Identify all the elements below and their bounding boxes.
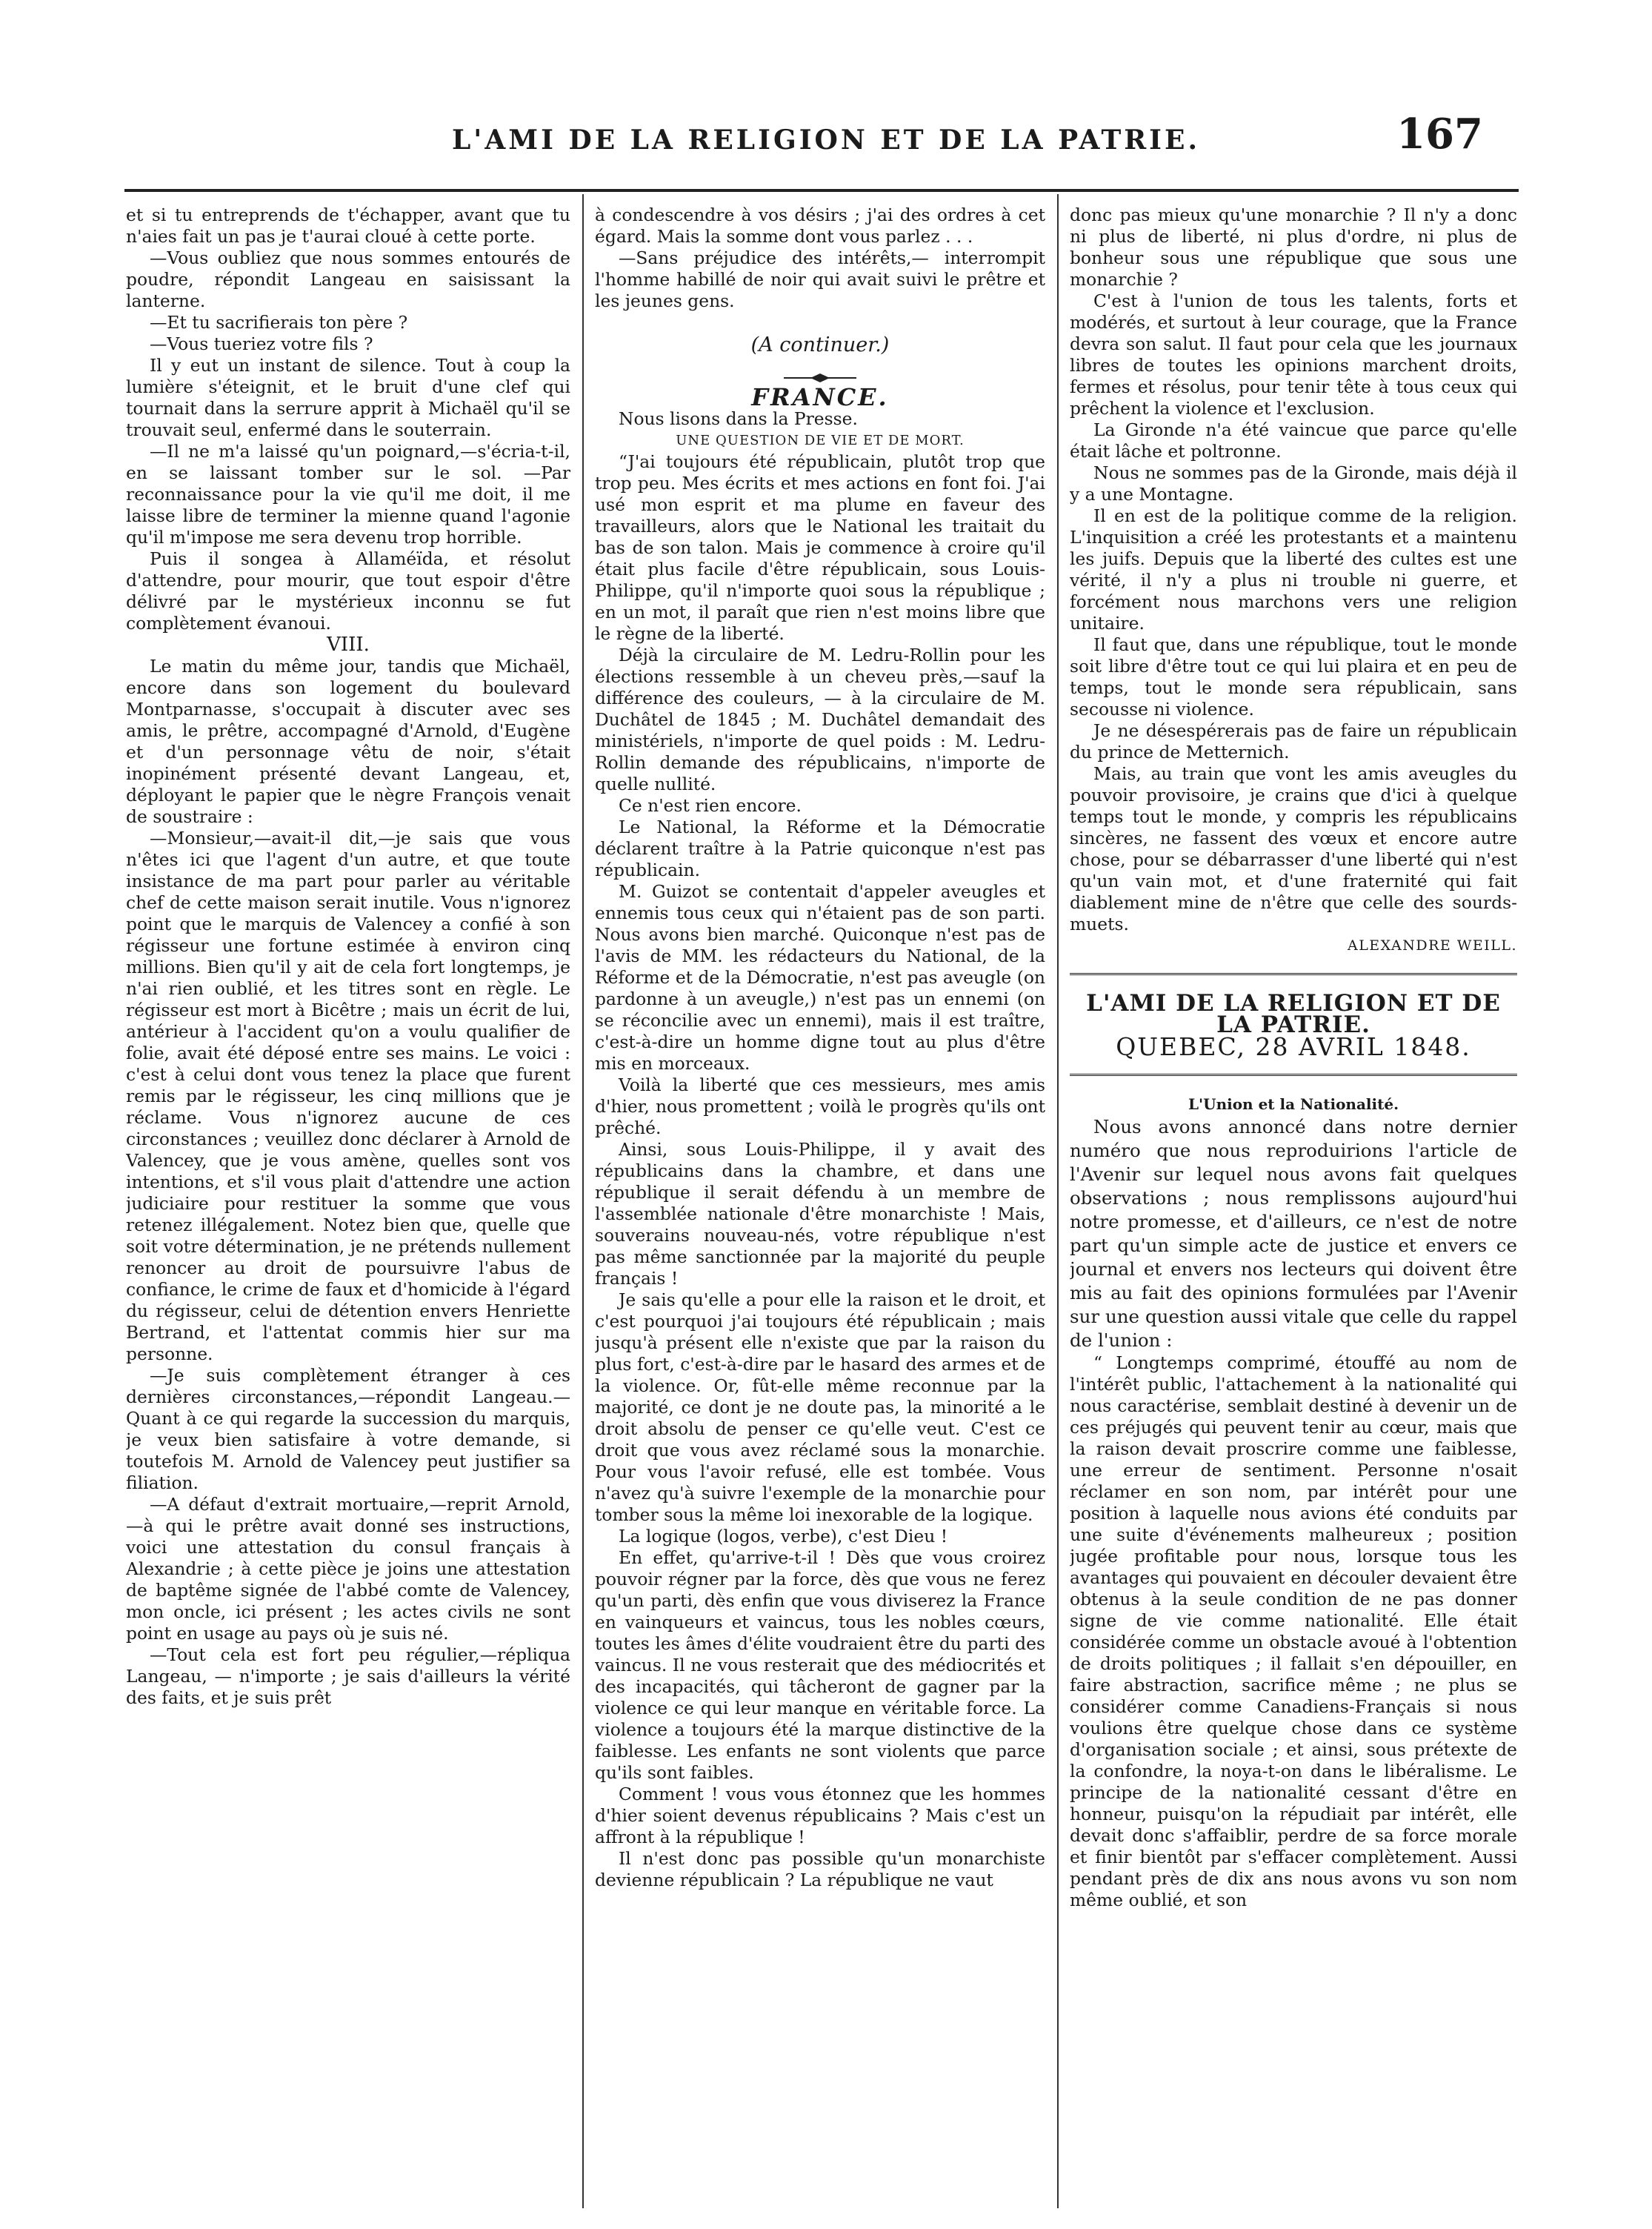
paragraph: —Sans préjudice des intérêts,— interrompit l'homme habillé de noir qui avait suivi le prêtre et les jeunes gens.: [595, 248, 1045, 311]
dateline: QUEBEC, 28 AVRIL 1848.: [1116, 1032, 1471, 1061]
author-signature: ALEXANDRE WEILL.: [1347, 937, 1517, 954]
paragraph: Nous avons annoncé dans notre dernier numéro que nous reproduirions l'article de l'Avenir sur lequel nous avons fait quelques observations ; nous remplissons aujourd'hui notre promesse, et d'ailleurs, ce n'est de notre part qu'un simple acte de justice et envers ce journal et envers nos lecteurs qui doivent être mis au fait des opinions formulées par l'Avenir sur une question aussi vitale que celle du rappel de l'union :: [1070, 1116, 1517, 1351]
paragraph: —Et tu sacrifierais ton père ?: [150, 312, 408, 333]
paragraph: En effet, qu'arrive-t-il ! Dès que vous croirez pouvoir régner par la force, dès que vous ne ferez qu'un parti, dès enfin que vous diviserez la France en vainqueurs et vaincus, tous les nobles cœurs, toutes les âmes d'élite voudraient être du parti des vaincus. Il ne vous resterait que des médiocrités et des incapacités, qui tâcheront de gagner par la violence ce qui leur manque en véritable force. La violence a toujours été la marque distinctive de la faiblesse. Les enfants ne sont violents que parce qu'ils sont faibles.: [595, 1547, 1045, 1783]
article-title: L'Union et la Nationalité.: [1188, 1095, 1399, 1113]
paragraph: et si tu entreprends de t'échapper, avant que tu n'aies fait un pas je t'aurai cloué à cette porte.: [126, 205, 570, 247]
paragraph: à condescendre à vos désirs ; j'ai des ordres à cet égard. Mais la somme dont vous parlez . . .: [595, 205, 1045, 247]
paragraph: —Monsieur,—avait-il dit,—je sais que vous n'êtes ici que l'agent d'un autre, et que toute insistance de ma part pour parler au véritable chef de cette maison serait inutile. Vous n'ignorez point que le marquis de Valencey a confié à son régisseur une fortune estimée à environ cinq millions. Bien qu'il y ait de cela fort longtemps, je n'ai rien oublié, et les titres sont en règle. Le régisseur est mort à Bicêtre ; mais un écrit de lui, antérieur à l'accident qu'on a voulu qualifier de folie, avait été déposé entre ses mains. Le voici : c'est à celui dont vous tenez la place que furent remis par le régisseur, les cinq millions que je réclame. Vous n'ignorez aucune de ces circonstances ; veuillez donc déclarer à Arnold de Valencey, que je vous amène, quelles sont vos intentions, et s'il vous plait d'attendre une action judiciaire pour restituer la somme que vous retenez illégalement. Notez bien que, quelle que soit votre détermination, je ne prétends nullement renoncer au droit de poursuivre l'abus de confiance, le crime de faux et d'homicide à l'égard du régisseur, celui de détention envers Henriette Bertrand, et l'attentat commis hier sur ma personne.: [126, 828, 570, 1364]
section-rule: [1070, 1074, 1517, 1077]
quoted-paragraph: “ Longtemps comprimé, étouffé au nom de l'intérêt public, l'attachement à la nationalité qui nous caractérise, semblait destiné à devenir un de ces préjugés qui peuvent tenir au cœur, mais que la raison devait proscrire comme une faiblesse, une erreur de sentiment. Personne n'osait réclamer en son nom, par intérêt pour une position à laquelle nous avions été conduits par une suite d'événements malheureux ; position jugée profitable pour nous, lorsque tous les avantages qui pouvaient en découler devaient être obtenus à la seule condition de ne pas donner signe de vie comme nationalité. Elle était considérée comme un obstacle avoué à l'obtention de droits politiques ; il fallait s'en dépouiller, en faire abstraction, sacrifice même ; ne plus se considérer comme Canadiens-Français si nous voulions être quelque chose dans ce système d'organisation sociale ; et ainsi, sous prétexte de la confondre, la noya-t-on dans le libéralisme. Le principe de la nationalité cessant d'être en honneur, puisqu'on la répudiait par intérêt, elle devait donc s'affaiblir, perdre de sa force morale et finir bientôt par s'effacer complètement. Aussi pendant près de dix ans nous avons vu son nom même oublié, et son: [1070, 1352, 1517, 1910]
paragraph: La logique (logos, verbe), c'est Dieu !: [619, 1526, 948, 1547]
paragraph: M. Guizot se contentait d'appeler aveugles et ennemis tous ceux qui n'étaient pas de son parti. Nous avons bien marché. Quiconque n'est pas de l'avis de MM. les rédacteurs du National, de la Réforme et de la Démocratie, n'est pas aveugle (on pardonne à un aveugle,) n'est pas un ennemi (on se réconcilie avec un ennemi), mais il est traître, c'est-à-dire un homme digne tout au plus d'être mis en morceaux.: [595, 881, 1045, 1074]
paragraph: Il en est de la politique comme de la religion. L'inquisition a créé les protestants et a maintenu les juifs. Depuis que la liberté des cultes est une vérité, il n'y a plus ni trouble ni guerre, et forcément nous marchons vers une religion unitaire.: [1070, 505, 1517, 634]
paragraph: Il faut que, dans une république, tout le monde soit libre d'être tout ce qui lui plaira et en peu de temps, tout le monde sera républicain, sans secousse ni violence.: [1070, 634, 1517, 720]
paragraph: Ainsi, sous Louis-Philippe, il y avait des républicains dans la chambre, et dans une république il serait défendu à un membre de l'assemblée nationale d'être monarchiste ! Mais, souverains nouveau-nés, votre république n'est pas même sanctionnée par la majorité du peuple français !: [595, 1139, 1045, 1289]
paragraph: Ce n'est rien encore.: [619, 795, 802, 816]
column-1: [126, 205, 570, 2205]
column-divider: [582, 194, 584, 2208]
paragraph: —Vous tueriez votre fils ?: [150, 333, 373, 354]
paragraph: —Il ne m'a laissé qu'un poignard,—s'écria-t-il, en se laissant tomber sur le sol. —Par reconnaissance pour la vie qu'il me doit, il me laisse libre de terminer la mienne quand l'agonie qu'il m'impose me sera devenu trop horrible.: [126, 441, 570, 548]
paragraph: C'est à l'union de tous les talents, forts et modérés, et surtout à leur courage, que la France devra son salut. Il faut pour cela que les journaux libres de toutes les opinions marchent droits, fermes et résolus, pour tenir tête à tous ceux qui prêchent la violence et l'exclusion.: [1070, 290, 1517, 419]
paragraph: Comment ! vous vous étonnez que les hommes d'hier soient devenus républicains ? Mais c'est un affront à la république !: [595, 1784, 1045, 1847]
column-2: [595, 205, 1045, 2205]
paragraph: Il n'est donc pas possible qu'un monarchiste devienne républicain ? La république ne vaut: [595, 1848, 1045, 1890]
page-header: [0, 0, 1652, 200]
page-number: 167: [1396, 110, 1483, 159]
paragraph: Voilà la liberté que ces messieurs, mes amis d'hier, nous promettent ; voilà le progrès qu'ils ont prêché.: [595, 1074, 1045, 1138]
paragraph: Le National, la Réforme et la Démocratie déclarent traître à la Patrie quiconque n'est pas républicain.: [595, 817, 1045, 880]
paragraph: Je ne désespérerais pas de faire un républicain du prince de Metternich.: [1070, 720, 1517, 763]
paragraph: —Vous oubliez que nous sommes entourés de poudre, répondit Langeau en saisissant la lanterne.: [126, 248, 570, 311]
paragraph: Mais, au train que vont les amis aveugles du pouvoir provisoire, je crains que d'ici à quelque temps tout le monde, y compris les républicains sincères, ne fassent des vœux et encore autre chose, pour se débarrasser d'une liberté qui n'est qu'un vain mot, et d'une fraternité qui fait diablement mine de n'être que celle des sourds-muets.: [1070, 763, 1517, 934]
chapter-number: VIII.: [327, 634, 370, 656]
column-divider: [1057, 194, 1059, 2208]
paragraph: —Je suis complètement étranger à ces dernières circonstances,—répondit Langeau.—Quant à ce qui regarde la succession du marquis, je veux bien satisfaire à votre demande, si toutefois M. Arnold de Valencey peut justifier sa filiation.: [126, 1365, 570, 1493]
paragraph: Déjà la circulaire de M. Ledru-Rollin pour les élections ressemble à un cheveu près,—sauf la différence des couleurs, — à la circulaire de M. Duchâtel de 1845 ; M. Duchâtel demandait des ministériels, n'importe de quel poids : M. Ledru-Rollin demande des républicains, n'importe de quelle nullité.: [595, 645, 1045, 794]
paragraph: —A défaut d'extrait mortuaire,—reprit Arnold,—à qui le prêtre avait donné ses instructions, voici une attestation du consul français à Alexandrie ; à cette pièce je joins une attestation de baptême signée de l'abbé comte de Valencey, mon oncle, ici présent ; les actes civils ne sont point en usage au pays où je suis né.: [126, 1494, 570, 1644]
subheading: UNE QUESTION DE VIE ET DE MORT.: [676, 433, 965, 448]
masthead-title: L'AMI DE LA RELIGION ET DE LA PATRIE.: [1086, 990, 1501, 1038]
paragraph: —Tout cela est fort peu régulier,—répliqua Langeau, — n'importe ; je sais d'ailleurs la vérité des faits, et je suis prêt: [126, 1644, 570, 1708]
to-be-continued: (A continuer.): [750, 333, 890, 356]
paragraph: Puis il songea à Allaméïda, et résolut d'attendre, pour mourir, que tout espoir d'être délivré par le mystérieux inconnu se fut complètement évanoui.: [126, 548, 570, 634]
paragraph: Le matin du même jour, tandis que Michaël, encore dans son logement du boulevard Montparnasse, s'occupait à discuter avec ses amis, le prêtre, accompagné d'Arnold, d'Eugène et d'un personnage vêtu de noir, s'était inopinément présenté devant Langeau, et, déployant le papier que le nègre François venait de soustraire :: [126, 656, 570, 827]
paragraph: Je sais qu'elle a pour elle la raison et le droit, et c'est pourquoi j'ai toujours été républicain ; mais jusqu'à présent elle n'existe que par la raison du plus fort, c'est-à-dire par le hasard des armes et de la violence. Or, fût-elle même reconnue par la majorité, ce dont je ne doute pas, la minorité a le droit absolu de penser ce qu'elle veut. C'est ce droit que vous avez réclamé sous la monarchie. Pour vous l'avoir refusé, elle est tombée. Vous n'avez qu'à suivre l'exemple de la monarchie pour tomber sous la même loi inexorable de la logique.: [595, 1289, 1045, 1525]
column-3: [1070, 205, 1517, 2205]
header-rule: [124, 189, 1519, 192]
running-head: L'AMI DE LA RELIGION ET DE LA PATRIE.: [451, 124, 1200, 156]
paragraph: “J'ai toujours été républicain, plutôt trop que trop peu. Mes écrits et mes actions en font foi. J'ai usé mon esprit et ma plume en faveur des travailleurs, alors que le National les traitait du bas de son talon. Mais je commence à croire qu'il était plus facile d'être républicain, sous Louis-Philippe, qu'il n'importe quoi sous la république ; en un mot, il paraît que rien n'est moins libre que le règne de la liberté.: [595, 451, 1045, 644]
source-intro: Nous lisons dans la Presse.: [619, 408, 858, 429]
paragraph: La Gironde n'a été vaincue que parce qu'elle était lâche et poltronne.: [1070, 419, 1517, 462]
section-rule: [1070, 973, 1517, 977]
paragraph: Il y eut un instant de silence. Tout à coup la lumière s'éteignit, et le bruit d'une clef qui tournait dans la serrure apprit à Michaël qu'il se trouvait seul, enfermé dans le souterrain.: [126, 355, 570, 440]
section-title: FRANCE.: [751, 383, 889, 411]
paragraph: donc pas mieux qu'une monarchie ? Il n'y a donc ni plus de liberté, ni plus d'ordre, ni plus de bonheur sous une république que sous une monarchie ?: [1070, 205, 1517, 290]
paragraph: Nous ne sommes pas de la Gironde, mais déjà il y a une Montagne.: [1070, 462, 1517, 505]
